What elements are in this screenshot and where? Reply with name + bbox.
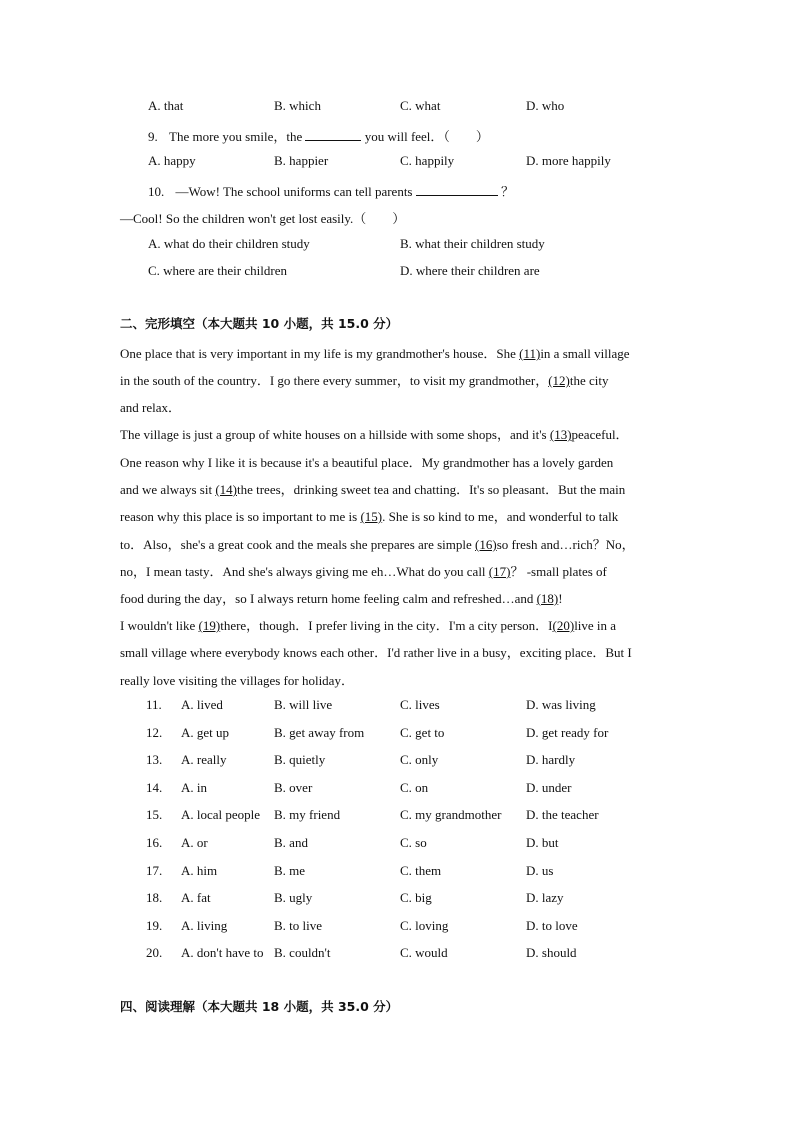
answer-blank[interactable] bbox=[416, 183, 498, 196]
cloze-option-a[interactable]: A. in bbox=[181, 779, 207, 795]
question-number: 13. bbox=[146, 752, 163, 768]
q10-option-b[interactable]: B. what their children study bbox=[400, 236, 545, 251]
passage-line bbox=[120, 588, 680, 607]
question-number: 11. bbox=[146, 697, 162, 712]
cloze-option-c[interactable]: C. loving bbox=[400, 917, 449, 933]
cloze-gap[interactable]: (19) bbox=[198, 618, 221, 633]
passage-text: the trees，drinking sweet tea and chatting．It's so pleasant．But the main bbox=[236, 482, 626, 497]
cloze-gap[interactable]: (14) bbox=[215, 482, 237, 497]
q10-option-d[interactable]: D. where their children are bbox=[400, 263, 540, 278]
passage-text: live in a bbox=[574, 618, 617, 633]
cloze-option-d[interactable]: D. hardly bbox=[526, 752, 576, 768]
cloze-gap[interactable]: (13) bbox=[549, 427, 572, 442]
cloze-option-c[interactable]: C. only bbox=[400, 752, 439, 768]
cloze-option-d[interactable]: D. to love bbox=[526, 917, 578, 933]
passage-text: One reason why I like it is because it's a beautiful place．My grandmother has a lovely garden bbox=[120, 455, 614, 470]
cloze-option-a[interactable]: A. lived bbox=[181, 697, 223, 712]
passage-text: so fresh and…rich？No， bbox=[496, 537, 635, 552]
cloze-option-b[interactable]: B. couldn't bbox=[274, 945, 331, 961]
cloze-option-a[interactable]: A. living bbox=[181, 917, 228, 933]
cloze-gap[interactable]: (12) bbox=[548, 373, 570, 388]
question-number: 19. bbox=[146, 917, 163, 933]
cloze-option-a[interactable]: A. don't have to bbox=[181, 945, 264, 961]
cloze-option-d[interactable]: D. was living bbox=[526, 697, 596, 712]
answer-blank[interactable] bbox=[305, 128, 361, 141]
passage-text: to．Also，she's a great cook and the meals she prepares are simple bbox=[120, 537, 476, 552]
cloze-option-b[interactable]: B. ugly bbox=[274, 890, 313, 906]
question-number: 14. bbox=[146, 779, 163, 795]
passage-text: ？ -small plates of bbox=[510, 564, 607, 579]
cloze-option-d[interactable]: D. us bbox=[526, 862, 554, 878]
passage-line bbox=[120, 642, 680, 661]
cloze-option-a[interactable]: A. get up bbox=[181, 724, 230, 740]
question-number: 20. bbox=[146, 945, 163, 961]
cloze-option-a[interactable]: A. fat bbox=[181, 890, 211, 906]
cloze-gap[interactable]: (15) bbox=[360, 509, 383, 524]
cloze-option-b[interactable]: B. quietly bbox=[274, 752, 326, 768]
q9-option-d[interactable]: D. more happily bbox=[526, 153, 611, 168]
cloze-option-d[interactable]: D. under bbox=[526, 779, 572, 795]
passage-text: reason why this place is so important to me is bbox=[120, 509, 361, 524]
passage-line bbox=[120, 479, 680, 498]
passage-text: there，though．I prefer living in the city．I'm a city person．I bbox=[220, 618, 553, 633]
cloze-option-a[interactable]: A. him bbox=[181, 862, 218, 878]
passage-line bbox=[120, 506, 680, 525]
passage-line bbox=[120, 343, 680, 362]
question-number: 12. bbox=[146, 724, 163, 740]
cloze-option-c[interactable]: C. them bbox=[400, 862, 442, 878]
cloze-gap[interactable]: (16) bbox=[475, 537, 497, 552]
passage-text: really love visiting the villages for holiday． bbox=[120, 673, 354, 688]
passage-text: small village where everybody knows each other．I'd rather live in a busy，exciting place．But I bbox=[120, 645, 632, 660]
cloze-option-b[interactable]: B. me bbox=[274, 862, 306, 878]
question-10-line2: —Cool! So the children won't get lost easily.（ ） bbox=[120, 211, 406, 226]
q9-option-b[interactable]: B. happier bbox=[274, 153, 329, 168]
cloze-option-a[interactable]: A. or bbox=[181, 835, 208, 850]
passage-text: and relax． bbox=[120, 400, 182, 415]
passage-text: . She is so kind to me，and wonderful to talk bbox=[382, 509, 619, 524]
question-mark: ？ bbox=[501, 184, 515, 199]
cloze-option-c[interactable]: C. so bbox=[400, 835, 427, 850]
q10-option-a[interactable]: A. what do their children study bbox=[148, 236, 310, 251]
cloze-option-c[interactable]: C. my grandmother bbox=[400, 807, 502, 823]
passage-text: One place that is very important in my life is my grandmother's house．She bbox=[120, 346, 520, 361]
passage-text: in a small village bbox=[540, 346, 630, 361]
cloze-option-b[interactable]: B. my friend bbox=[274, 807, 341, 823]
passage-text: ! bbox=[558, 591, 563, 606]
q8-option-a[interactable]: A. that bbox=[148, 98, 184, 113]
passage-line bbox=[120, 424, 680, 443]
cloze-option-d[interactable]: D. but bbox=[526, 835, 559, 850]
cloze-option-b[interactable]: B. to live bbox=[274, 917, 323, 933]
passage-line bbox=[120, 370, 680, 389]
passage-text: food during the day，so I always return home feeling calm and refreshed…and bbox=[120, 591, 537, 606]
passage-text: no，I mean tasty．And she's always giving me eh…What do you call bbox=[120, 564, 489, 579]
passage-text: I wouldn't like bbox=[120, 618, 199, 633]
question-9-stem bbox=[148, 126, 489, 145]
cloze-option-c[interactable]: C. lives bbox=[400, 697, 440, 712]
cloze-option-d[interactable]: D. get ready for bbox=[526, 724, 609, 740]
cloze-option-c[interactable]: C. get to bbox=[400, 724, 445, 740]
cloze-option-a[interactable]: A. really bbox=[181, 752, 227, 768]
question-text-after: you will feel．（ ） bbox=[364, 129, 489, 144]
question-10-stem bbox=[148, 181, 514, 200]
q9-option-a[interactable]: A. happy bbox=[148, 153, 196, 168]
cloze-option-d[interactable]: D. the teacher bbox=[526, 807, 599, 823]
passage-text: peaceful． bbox=[571, 427, 629, 442]
passage-text: The village is just a group of white houses on a hillside with some shops，and it's bbox=[120, 427, 550, 442]
cloze-gap[interactable]: (20) bbox=[552, 618, 575, 633]
passage-text: the city bbox=[569, 373, 609, 388]
cloze-option-b[interactable]: B. over bbox=[274, 779, 313, 795]
question-text: The more you smile，the bbox=[169, 129, 303, 144]
cloze-gap[interactable]: (18) bbox=[536, 591, 559, 606]
q8-option-c[interactable]: C. what bbox=[400, 98, 441, 113]
q8-option-b[interactable]: B. which bbox=[274, 98, 321, 113]
passage-line bbox=[120, 397, 680, 416]
cloze-gap[interactable]: (17) bbox=[488, 564, 511, 579]
question-number: 10. bbox=[148, 184, 165, 199]
passage-line bbox=[120, 534, 680, 553]
question-number: 16. bbox=[146, 835, 163, 850]
question-text: —Wow! The school uniforms can tell parents bbox=[175, 184, 413, 199]
section-4-heading: 四、阅读理解（本大题共 18 小题，共 35.0 分） bbox=[120, 999, 399, 1014]
passage-text: in the south of the country．I go there every summer，to visit my grandmother， bbox=[120, 373, 549, 388]
q8-option-d[interactable]: D. who bbox=[526, 98, 565, 113]
section-2-heading: 二、完形填空（本大题共 10 小题，共 15.0 分） bbox=[120, 316, 399, 331]
cloze-option-d[interactable]: D. lazy bbox=[526, 890, 564, 906]
cloze-option-b[interactable]: B. get away from bbox=[274, 724, 365, 740]
cloze-option-d[interactable]: D. should bbox=[526, 945, 577, 961]
cloze-option-c[interactable]: C. would bbox=[400, 945, 448, 961]
cloze-gap[interactable]: (11) bbox=[519, 346, 541, 361]
q10-option-c[interactable]: C. where are their children bbox=[148, 263, 287, 278]
passage-line bbox=[120, 615, 680, 634]
question-number: 15. bbox=[146, 807, 163, 823]
passage-text: and we always sit bbox=[120, 482, 216, 497]
passage-line bbox=[120, 670, 680, 689]
cloze-option-a[interactable]: A. local people bbox=[181, 807, 261, 823]
q9-option-c[interactable]: C. happily bbox=[400, 153, 455, 168]
cloze-option-b[interactable]: B. and bbox=[274, 835, 308, 850]
passage-line bbox=[120, 561, 680, 580]
question-number: 18. bbox=[146, 890, 163, 906]
cloze-option-b[interactable]: B. will live bbox=[274, 697, 333, 712]
passage-line bbox=[120, 452, 680, 471]
cloze-option-c[interactable]: C. big bbox=[400, 890, 432, 906]
question-number: 17. bbox=[146, 862, 163, 878]
question-number: 9. bbox=[148, 129, 158, 144]
cloze-option-c[interactable]: C. on bbox=[400, 779, 429, 795]
